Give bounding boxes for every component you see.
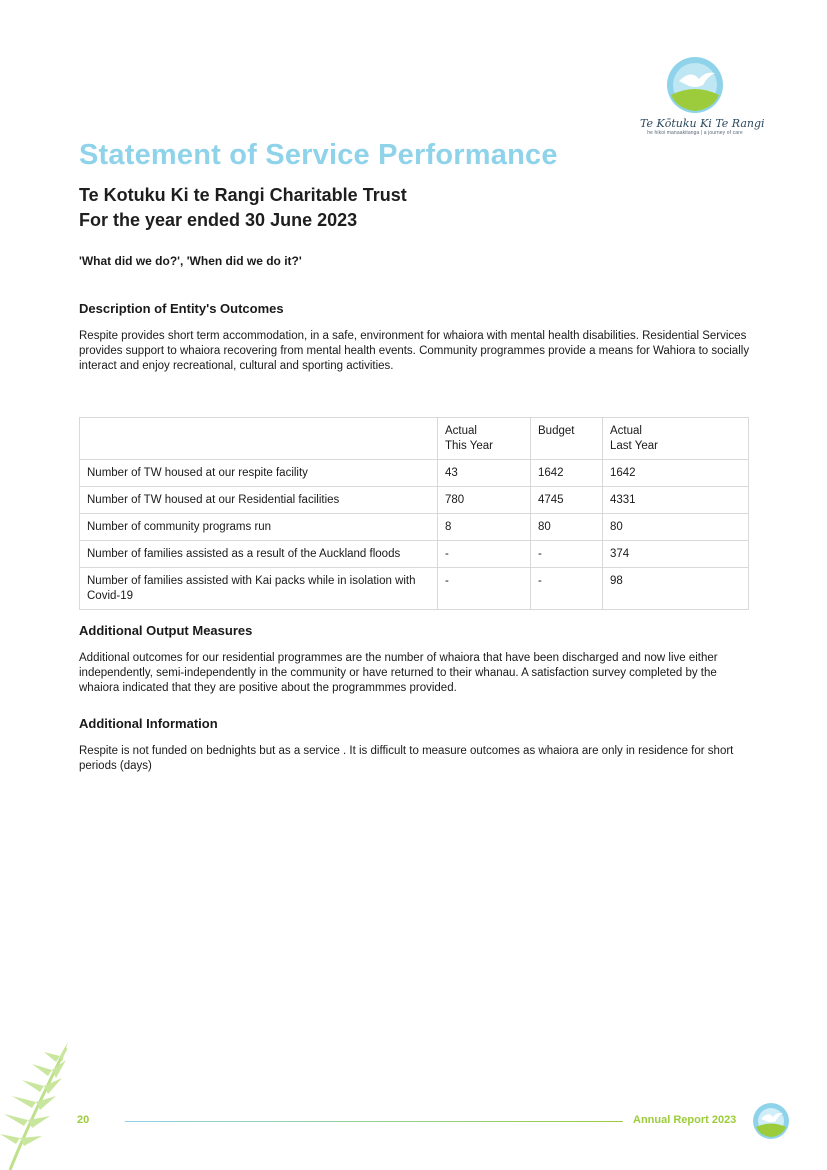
value-cell: 43 xyxy=(438,460,531,487)
value-cell: 4745 xyxy=(531,487,603,514)
value-cell: 374 xyxy=(603,541,749,568)
logo-wordmark: Te Kōtuku Ki Te Rangi xyxy=(640,117,765,130)
page-number: 20 xyxy=(77,1114,90,1126)
value-cell: - xyxy=(438,541,531,568)
outcomes-heading: Description of Entity's Outcomes xyxy=(79,301,284,316)
value-cell: - xyxy=(531,568,603,610)
footer-divider xyxy=(125,1121,623,1122)
value-cell: 4331 xyxy=(603,487,749,514)
fern-decoration-icon xyxy=(0,1040,80,1170)
table-row xyxy=(80,541,749,568)
table-body xyxy=(80,460,749,610)
guiding-question: 'What did we do?', 'When did we do it?' xyxy=(79,254,302,268)
output-measures-text: Additional outcomes for our residential programmes are the number of whaiora that have been discharged and now live either independently, semi-independently in the community or have returned to their whanau. A satisfaction survey completed by the whaiora indicated that they are positive about the programmmes provided. xyxy=(79,652,718,694)
page-title: Statement of Service Performance xyxy=(79,139,558,171)
value-cell: 80 xyxy=(531,514,603,541)
row-label-cell: Number of TW housed at our respite facility xyxy=(80,460,438,487)
additional-info-text: Respite is not funded on bednights but as a service . It is difficult to measure outcomes as whaiora are only in residence for short periods (days) xyxy=(79,745,734,772)
table-row xyxy=(80,487,749,514)
row-label-cell: Number of families assisted as a result of the Auckland floods xyxy=(80,541,438,568)
logo-tagline: he hikoi manaakitanga | a journey of care xyxy=(647,130,743,136)
reporting-period: For the year ended 30 June 2023 xyxy=(79,210,358,230)
footer-logo-icon xyxy=(752,1102,790,1140)
value-cell: 80 xyxy=(603,514,749,541)
table-header-row xyxy=(80,418,749,460)
additional-info-heading: Additional Information xyxy=(79,716,218,731)
column-header: Actual Last Year xyxy=(603,418,749,460)
value-cell: 98 xyxy=(603,568,749,610)
column-header: Budget xyxy=(531,418,603,460)
organization-name: Te Kotuku Ki te Rangi Charitable Trust xyxy=(79,185,407,205)
column-header: Actual This Year xyxy=(438,418,531,460)
footer-report-label: Annual Report 2023 xyxy=(633,1114,737,1126)
column-header xyxy=(80,418,438,460)
table-row xyxy=(80,460,749,487)
output-measures-heading: Additional Output Measures xyxy=(79,623,253,638)
table-row xyxy=(80,514,749,541)
row-label-cell: Number of TW housed at our Residential facilities xyxy=(80,487,438,514)
outcomes-text: Respite provides short term accommodation, in a safe, environment for whaiora with mental health disabilities. Residential Services provides support to whaiora recovering from mental health events. Community programmes provide a means for Wahiora to socially interact and enjoy recreational, cultural and sporting activities. xyxy=(79,330,750,372)
value-cell: 1642 xyxy=(603,460,749,487)
value-cell: - xyxy=(531,541,603,568)
table-row xyxy=(80,568,749,610)
row-label-cell: Number of community programs run xyxy=(80,514,438,541)
value-cell: 8 xyxy=(438,514,531,541)
kotuku-bird-logo-icon xyxy=(665,55,725,115)
value-cell: - xyxy=(438,568,531,610)
performance-table xyxy=(79,417,749,610)
row-label-cell: Number of families assisted with Kai packs while in isolation with Covid-19 xyxy=(80,568,438,610)
organization-logo xyxy=(640,55,765,136)
value-cell: 780 xyxy=(438,487,531,514)
value-cell: 1642 xyxy=(531,460,603,487)
